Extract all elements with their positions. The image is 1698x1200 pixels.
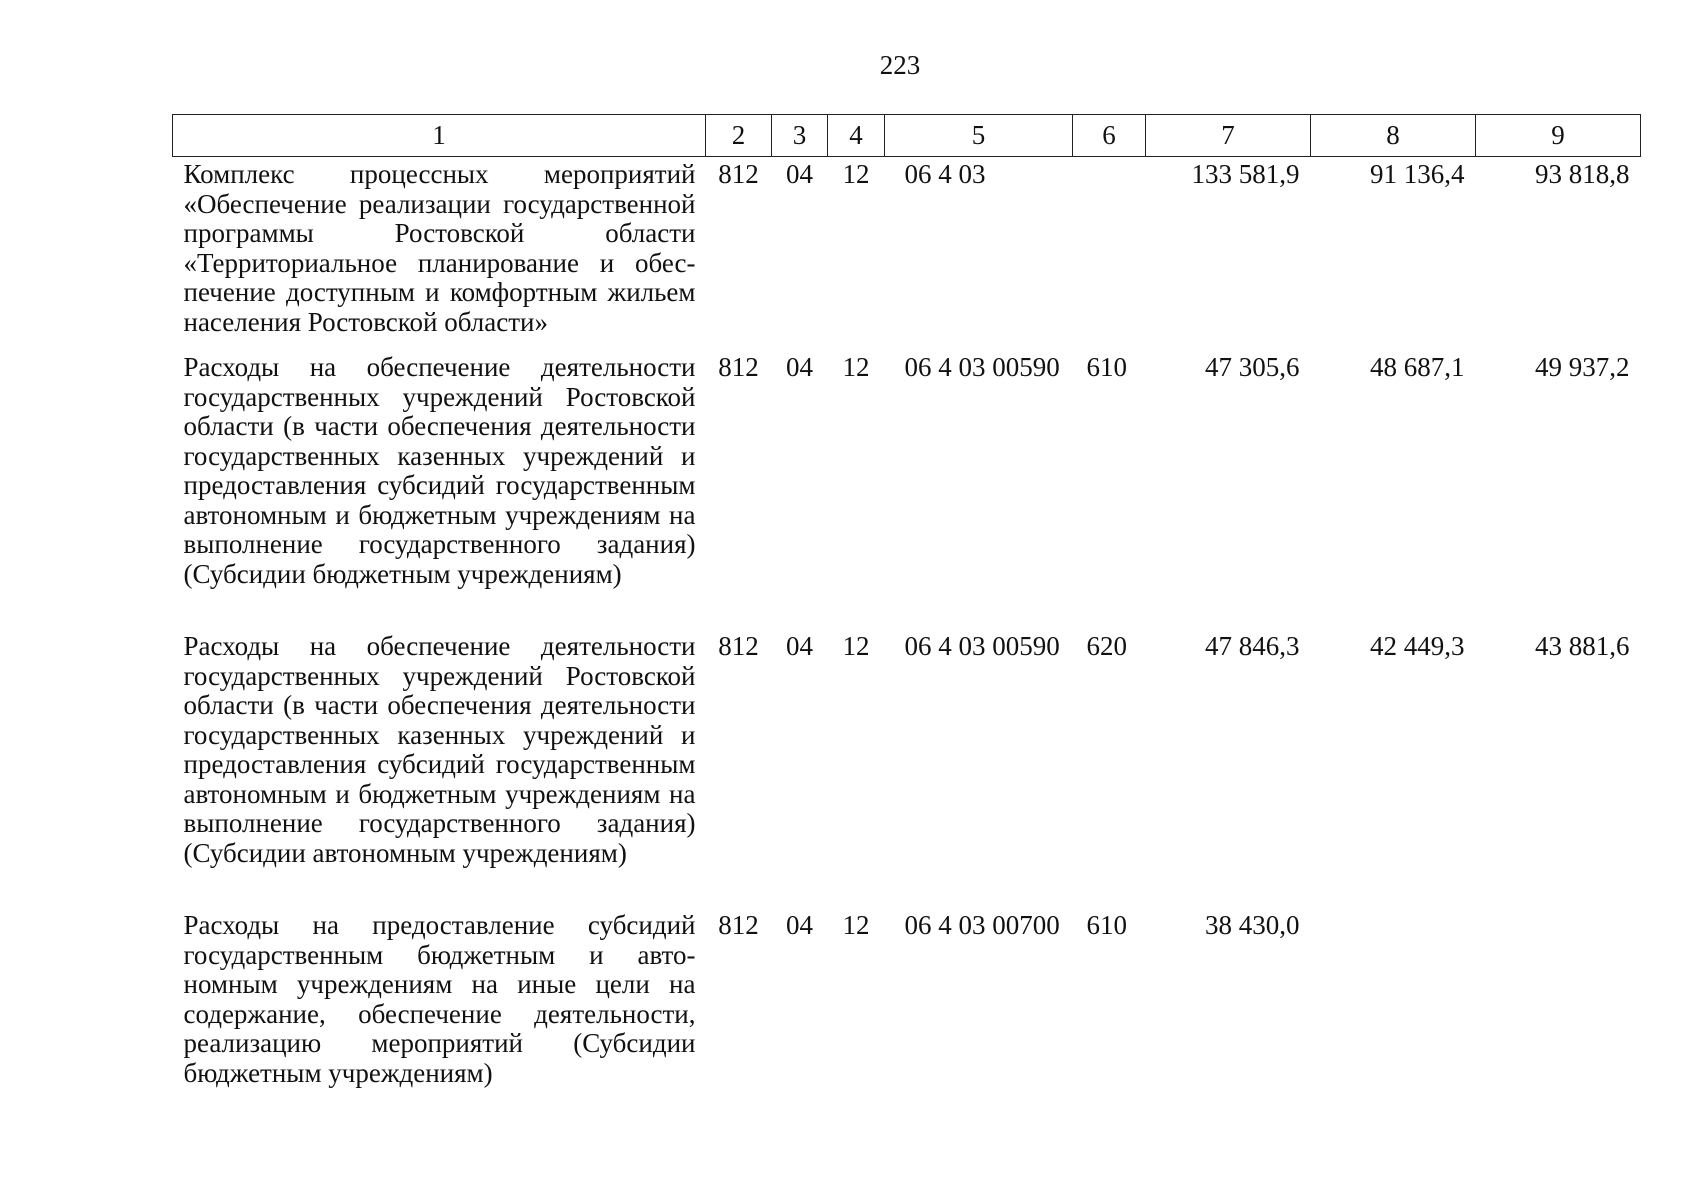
row-col-8: 91 136,4 bbox=[1370, 159, 1465, 189]
header-cell-6: 6 bbox=[1073, 115, 1146, 157]
row-col-2: 812 bbox=[718, 910, 759, 940]
header-cell-8: 8 bbox=[1311, 115, 1476, 157]
row-col-6: 620 bbox=[1086, 631, 1127, 661]
row-col-7: 133 581,9 bbox=[1191, 159, 1300, 189]
row-col-5: 06 4 03 00590 bbox=[904, 352, 1060, 382]
row-col-7: 47 846,3 bbox=[1205, 631, 1300, 661]
table-row bbox=[173, 908, 1641, 1088]
row-col-5: 06 4 03 bbox=[904, 159, 986, 189]
row-col-4: 12 bbox=[842, 159, 870, 189]
row-col-6 bbox=[1073, 157, 1146, 351]
table-header-row bbox=[173, 115, 1641, 157]
header-cell-9: 9 bbox=[1476, 115, 1641, 157]
row-col-4: 12 bbox=[842, 352, 870, 382]
budget-table bbox=[172, 114, 1641, 1088]
row-col-8: 48 687,1 bbox=[1370, 352, 1465, 382]
row-col-2: 812 bbox=[718, 159, 759, 189]
row-col-4: 12 bbox=[842, 631, 870, 661]
row-col-4: 12 bbox=[842, 910, 870, 940]
row-col-6: 610 bbox=[1086, 910, 1127, 940]
header-cell-7: 7 bbox=[1146, 115, 1311, 157]
row-col-9: 49 937,2 bbox=[1535, 352, 1630, 382]
header-cell-3: 3 bbox=[772, 115, 828, 157]
row-col-2: 812 bbox=[718, 631, 759, 661]
table-row bbox=[173, 157, 1641, 351]
row-description: Расходы на обеспечение деятельности государственных учреждений Ростовской области (в части обеспечения деятельности государственных казенных учреждений и предоставления субсидий государственным автономным и бюджетным учреждениям на выполнение государственного задания) (Субсидии автономным учреждениям) bbox=[183, 631, 696, 868]
table-row bbox=[173, 350, 1641, 629]
header-cell-5: 5 bbox=[885, 115, 1073, 157]
row-col-8 bbox=[1311, 908, 1476, 1088]
header-cell-1: 1 bbox=[173, 115, 706, 157]
row-col-9 bbox=[1476, 908, 1641, 1088]
row-col-5: 06 4 03 00590 bbox=[904, 631, 1060, 661]
row-col-6: 610 bbox=[1086, 352, 1127, 382]
row-col-7: 47 305,6 bbox=[1205, 352, 1300, 382]
table-row bbox=[173, 629, 1641, 908]
row-col-3: 04 bbox=[786, 159, 813, 189]
page-number: 223 bbox=[879, 50, 921, 80]
row-col-3: 04 bbox=[786, 631, 813, 661]
row-description: Комплекс процессных мероприятий «Обеспечение реализации государственной программы Ростовской области «Территориальное планирование и обеспечение доступным и комфортным жильем населения Ростовской области» bbox=[183, 159, 696, 337]
header-cell-4: 4 bbox=[828, 115, 885, 157]
row-col-3: 04 bbox=[786, 352, 813, 382]
row-col-3: 04 bbox=[786, 910, 813, 940]
row-col-7: 38 430,0 bbox=[1205, 910, 1300, 940]
header-cell-2: 2 bbox=[706, 115, 772, 157]
row-description: Расходы на обеспечение деятельности государственных учреждений Ростовской области (в части обеспечения деятельности государственных казенных учреждений и предоставления субсидий государственным автономным и бюджетным учреждениям на выполнение государственного задания) (Субсидии бюджетным учреждениям) bbox=[183, 352, 696, 589]
row-col-9: 93 818,8 bbox=[1535, 159, 1630, 189]
row-description: Расходы на предоставление субсидий государственным бюджетным и автономным учреждениям на иные цели на содержание, обеспечение деятельности, реализацию мероприятий (Субсидии бюджетным учреждениям) bbox=[183, 910, 696, 1088]
row-col-5: 06 4 03 00700 bbox=[904, 910, 1060, 940]
row-col-8: 42 449,3 bbox=[1370, 631, 1465, 661]
row-col-9: 43 881,6 bbox=[1535, 631, 1630, 661]
row-col-2: 812 bbox=[718, 352, 759, 382]
